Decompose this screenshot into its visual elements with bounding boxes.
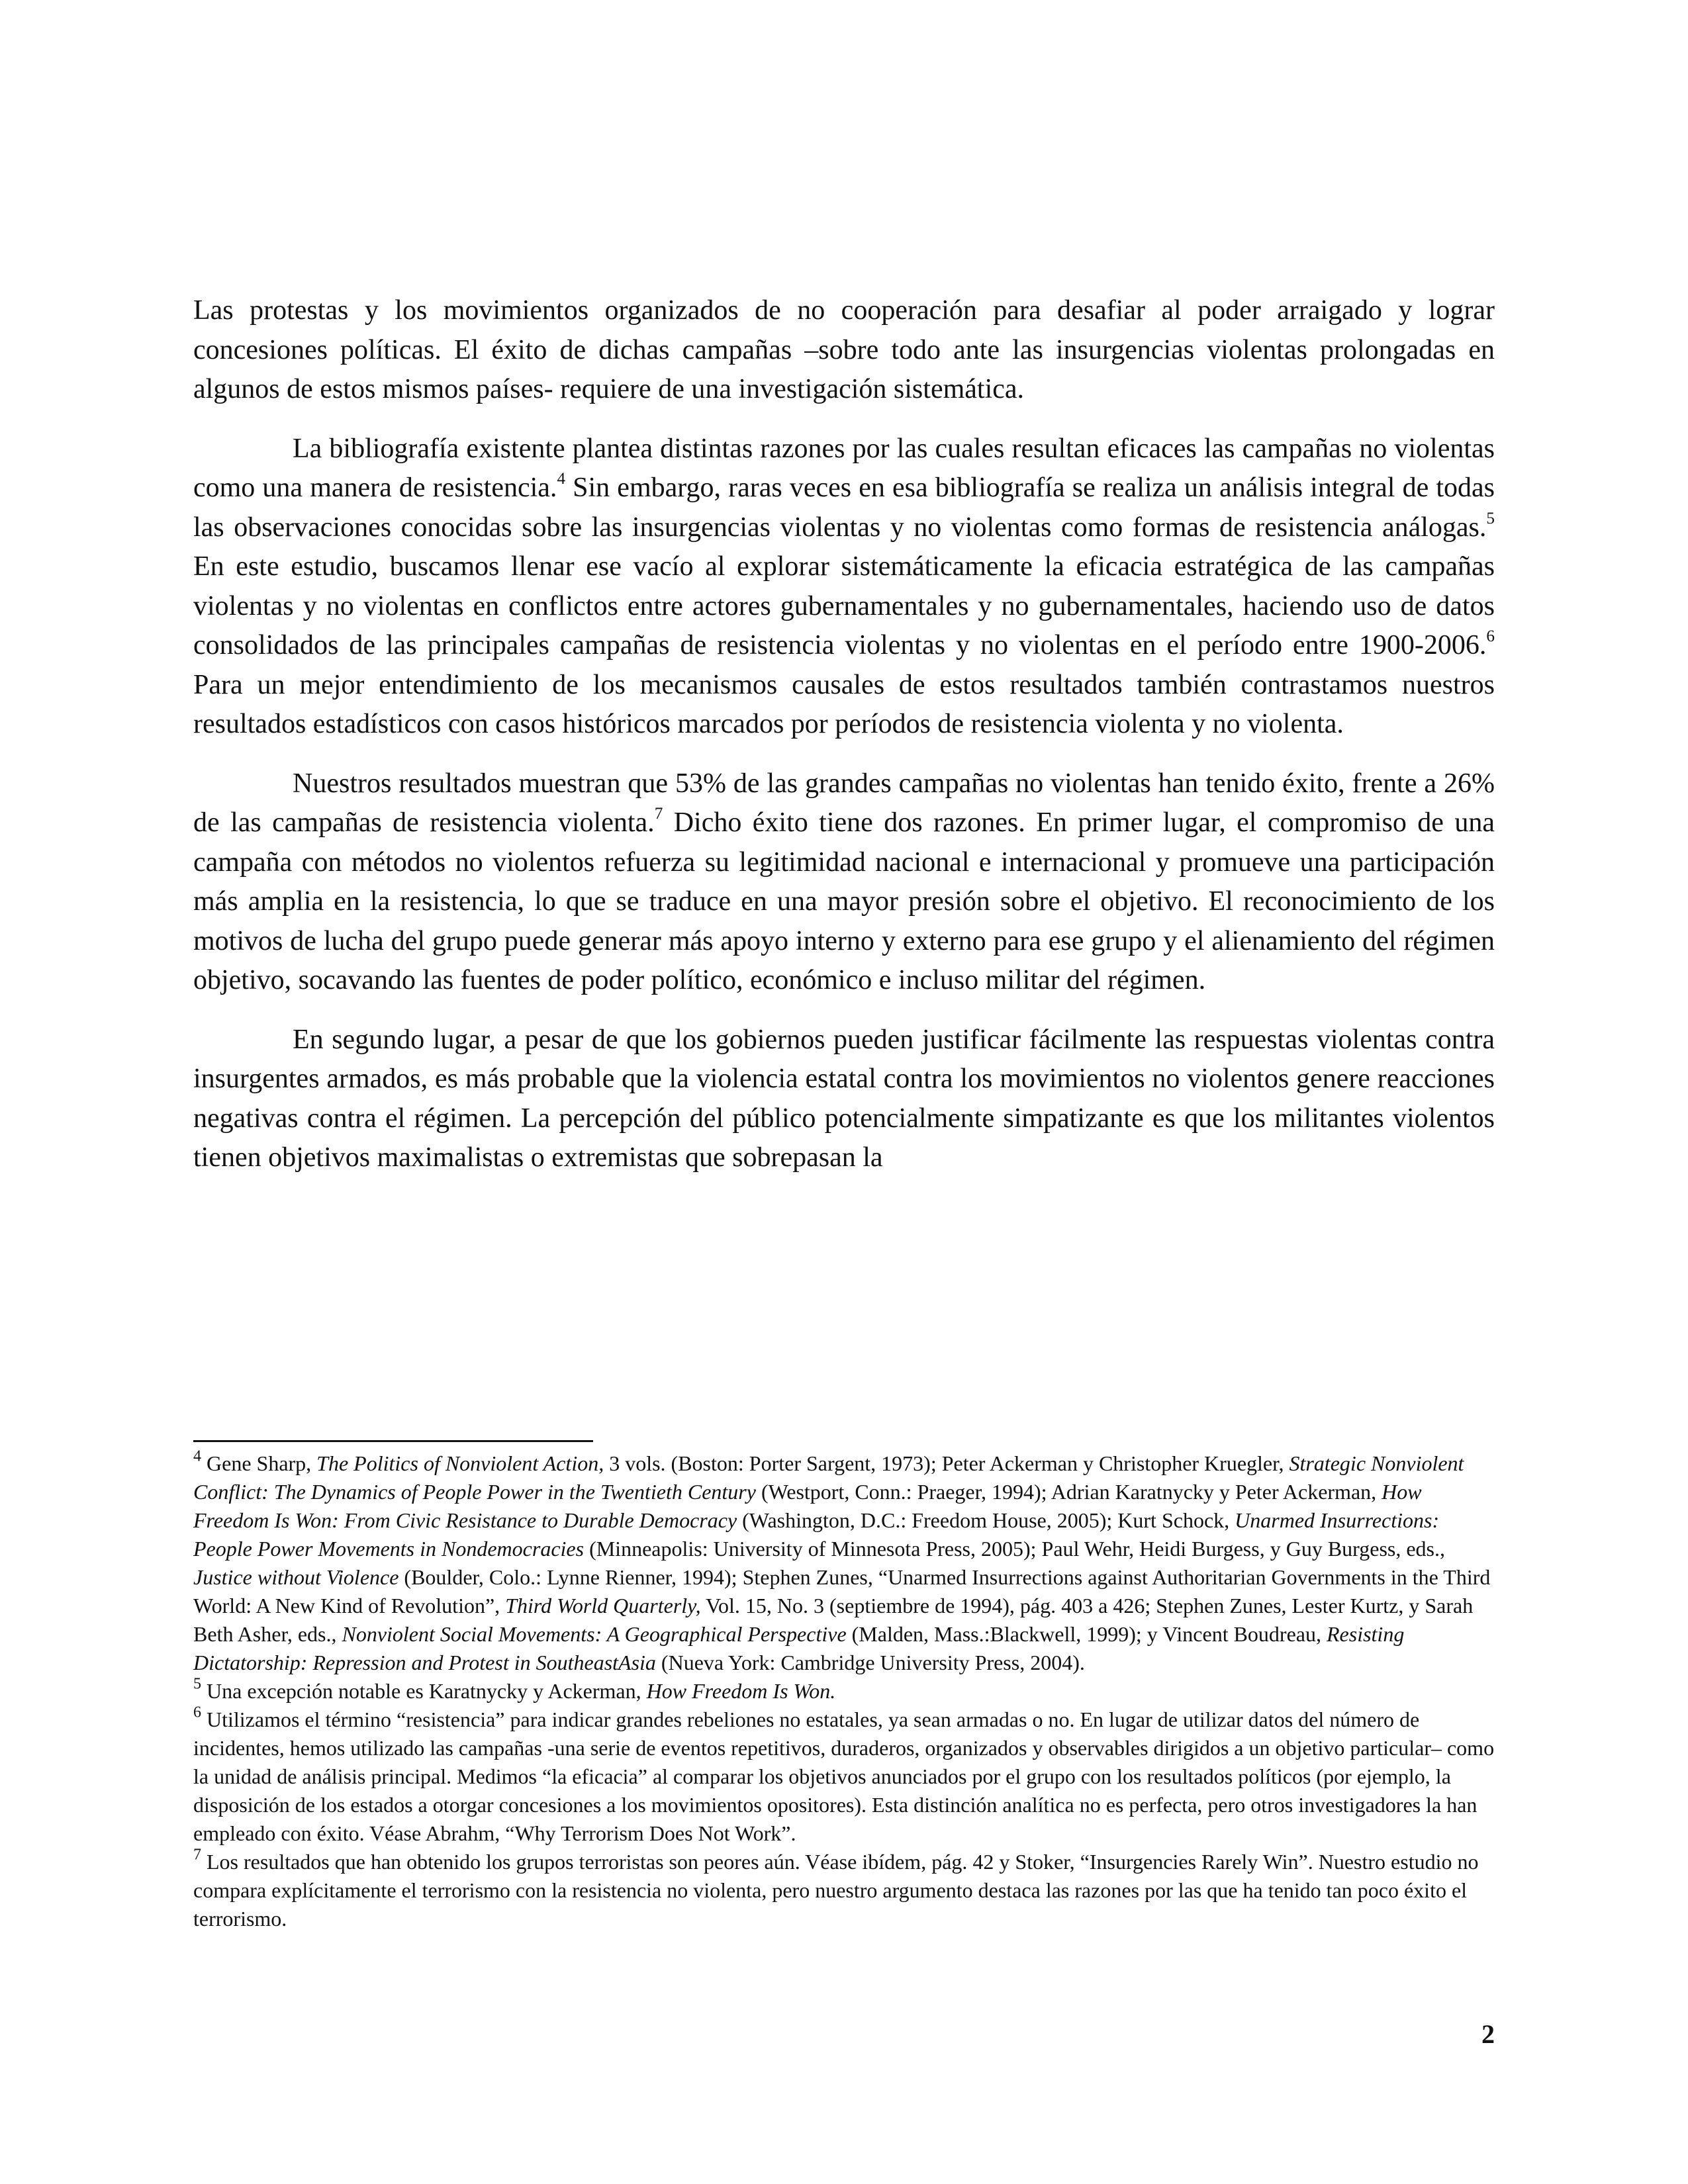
footnote-number: 6 — [193, 1704, 201, 1721]
footnote-number: 5 — [193, 1675, 201, 1693]
footnote-separator — [193, 1440, 593, 1442]
text-run: (Washington, D.C.: Freedom House, 2005); Kurt Schock, — [737, 1508, 1235, 1532]
italic-title: Third World Quarterly, — [505, 1594, 701, 1617]
text-run: (Westport, Conn.: Praeger, 1994); Adrian Karatnycky y Peter Ackerman, — [755, 1480, 1382, 1504]
footnotes-section — [193, 1449, 1495, 1933]
text-run: La bibliografía existente plantea distintas razones por las cuales resultan eficaces las campañas no violentas como una manera de resistencia. — [193, 433, 1495, 503]
body-paragraph: En segundo lugar, a pesar de que los gobiernos pueden justificar fácilmente las respuestas violentas contra insurgentes armados, es más probable que la violencia estatal contra los movimientos no violentos genere reacciones negativas contra el régimen. La percepción del público potencialmente simpatizante es que los militantes violentos tienen objetivos maximalistas o extremistas que sobrepasan la — [193, 1024, 1495, 1173]
footnote — [193, 1677, 1495, 1706]
text-run: (Malden, Mass.:Blackwell, 1999); y Vincent Boudreau, — [846, 1622, 1327, 1646]
footnote-number: 4 — [193, 1447, 201, 1465]
body-paragraph — [193, 430, 1495, 745]
text-run: Gene Sharp, — [201, 1451, 317, 1475]
text-run: Vol. 15, No. 3 (septiembre de 1994), pág. 403 a 426; Stephen Zunes, Lester Kurtz, y Sarah Beth Asher, eds., — [193, 1594, 1474, 1646]
text-run: Los resultados que han obtenido los grupos terroristas son peores aún. Véase ibídem, pág. 42 y Stoker, “Insurgencies Rarely Win”. Nuestro estudio no compara explícitamente el terrorismo con la resistencia no violenta, pero nuestro argumento destaca las razones por las que ha tenido tan poco éxito el terrorismo. — [193, 1850, 1479, 1931]
text-run: Sin embargo, raras veces en esa bibliografía se realiza un análisis integral de todas las observaciones conocidas sobre las insurgencias violentas y no violentas como formas de resistencia análogas. — [193, 473, 1495, 543]
text-run: Para un mejor entendimiento de los mecanismos causales de estos resultados también contrastamos nuestros resultados estadísticos con casos históricos marcados por períodos de resistencia violenta y no violenta. — [193, 669, 1495, 739]
main-body-text — [193, 291, 1495, 1198]
footnote-reference: 4 — [557, 470, 566, 488]
footnote-reference: 7 — [654, 805, 663, 823]
italic-title: The Politics of Nonviolent Action, — [316, 1451, 604, 1475]
italic-title: Strategic Nonviolent Conflict: The Dynamics of People Power in the Twentieth Century — [193, 1451, 1464, 1504]
text-run: Nuestros resultados muestran que 53% de las grandes campañas no violentas han tenido éxito, frente a 26% de las campañas de resistencia violenta. — [193, 768, 1495, 838]
footnote-reference: 5 — [1486, 509, 1495, 527]
footnote — [193, 1449, 1495, 1677]
text-run: En este estudio, buscamos llenar ese vacío al explorar sistemáticamente la eficacia estratégica de las campañas violentas y no violentas en conflictos entre actores gubernamentales y no gubernamentales, haciendo uso de datos consolidados de las principales campañas de resistencia violentas y no violentas en el período entre 1900-2006. — [193, 551, 1495, 660]
body-paragraph: Las protestas y los movimientos organizados de no cooperación para desafiar al poder arraigado y lograr concesiones políticas. El éxito de dichas campañas –sobre todo ante las insurgencias violentas prolongadas en algunos de estos mismos países- requiere de una investigación sistemática. — [193, 295, 1495, 404]
text-run: (Nueva York: Cambridge University Press, 2004). — [655, 1651, 1085, 1674]
italic-title: Justice without Violence — [193, 1565, 399, 1589]
footnote — [193, 1706, 1495, 1848]
italic-title: How Freedom Is Won: From Civic Resistance to Durable Democracy — [193, 1480, 1422, 1532]
text-run: (Minneapolis: University of Minnesota Press, 2005); Paul Wehr, Heidi Burgess, y Guy Burgess, eds., — [584, 1537, 1445, 1561]
text-run: Dicho éxito tiene dos razones. En primer lugar, el compromiso de una campaña con métodos no violentos refuerza su legitimidad nacional e internacional y promueve una participación más amplia en la resistencia, lo que se traduce en una mayor presión sobre el objetivo. El reconocimiento de los motivos de lucha del grupo puede generar más apoyo interno y externo para ese grupo y el alienamiento del régimen objetivo, socavando las fuentes de poder político, económico e incluso militar del régimen. — [193, 807, 1495, 995]
italic-title: Resisting Dictatorship: Repression and Protest in SoutheastAsia — [193, 1622, 1405, 1674]
italic-title: Nonviolent Social Movements: A Geographical Perspective — [342, 1622, 847, 1646]
italic-title: How Freedom Is Won. — [646, 1679, 836, 1703]
text-run: 3 vols. (Boston: Porter Sargent, 1973); Peter Ackerman y Christopher Kruegler, — [604, 1451, 1289, 1475]
footnote — [193, 1848, 1495, 1933]
text-run: Una excepción notable es Karatnycky y Ackerman, — [201, 1679, 647, 1703]
text-run: (Boulder, Colo.: Lynne Rienner, 1994); Stephen Zunes, “Unarmed Insurrections against Authoritarian Governments in the Third World: A New Kind of Revolution”, — [193, 1565, 1491, 1617]
body-paragraph — [193, 764, 1495, 1001]
text-run: Utilizamos el término “resistencia” para indicar grandes rebeliones no estatales, ya sean armadas o no. En lugar de utilizar datos del número de incidentes, hemos utilizado las campañas -una serie de eventos repetitivos, duraderos, organizados y observables dirigidos a un objetivo particular– como la unidad de análisis principal. Medimos “la eficacia” al comparar los objetivos anunciados por el grupo con los resultados políticos (por ejemplo, la disposición de los estados a otorgar concesiones a los movimientos opositores). Esta distinción analítica no es perfecta, pero otros investigadores la han empleado con éxito. Véase Abrahm, “Why Terrorism Does Not Work”. — [193, 1707, 1495, 1845]
italic-title: Unarmed Insurrections: People Power Movements in Nondemocracies — [193, 1508, 1440, 1561]
footnote-reference: 6 — [1486, 627, 1495, 646]
page-number: 2 — [1481, 2019, 1495, 2049]
footnote-number: 7 — [193, 1846, 201, 1864]
